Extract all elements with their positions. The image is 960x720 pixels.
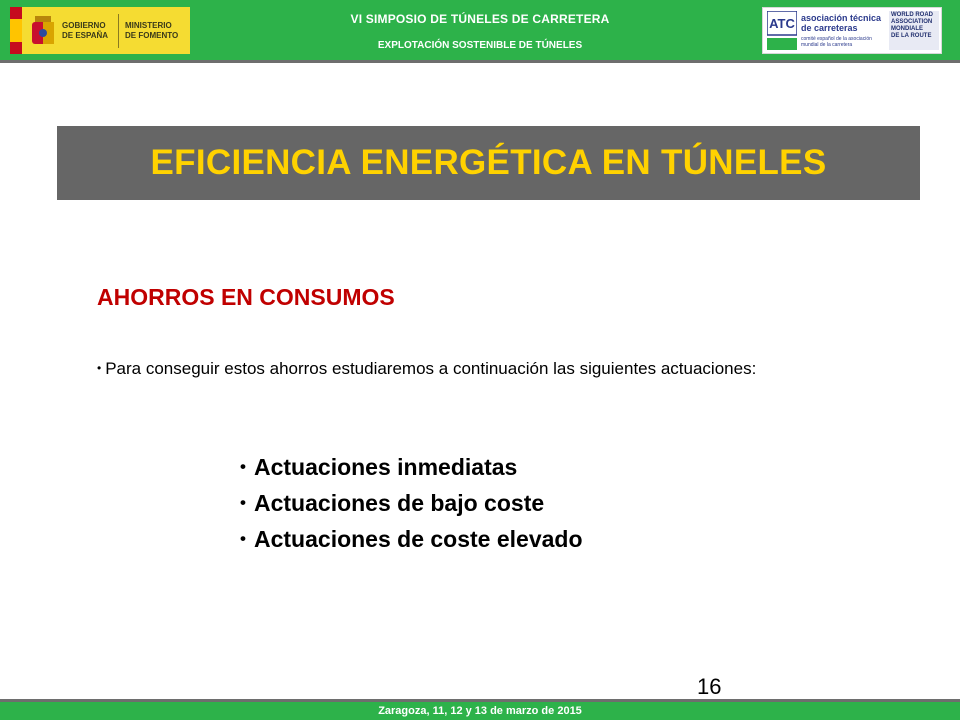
actions-list <box>240 449 583 557</box>
coat-of-arms-icon <box>30 14 56 48</box>
atc-wra-logo <box>762 7 942 54</box>
atc-name: asociación técnica de carreteras <box>801 13 882 33</box>
atc-tagline: comité español de la asociación mundial de la carretera <box>801 36 872 48</box>
ministerio-label: MINISTERIO DE FOMENTO <box>125 20 179 40</box>
atc-mark-text: ATC <box>769 16 795 31</box>
logo-divider <box>118 14 119 48</box>
atc-logo-icon <box>767 11 797 50</box>
symposium-title: VI SIMPOSIO DE TÚNELES DE CARRETERA <box>350 12 610 26</box>
gobierno-label: GOBIERNO DE ESPAÑA <box>62 20 109 40</box>
symposium-subtitle: EXPLOTACIÓN SOSTENIBLE DE TÚNELES <box>377 40 583 51</box>
list-item: • Actuaciones inmediatas <box>240 449 583 485</box>
intro-text: Para conseguir estos ahorros estudiaremos a continuación las siguientes actuaciones: <box>105 359 757 378</box>
header-band <box>0 0 960 60</box>
header-rule <box>0 60 960 63</box>
bullet-icon: • <box>97 361 102 375</box>
intro-paragraph <box>97 353 884 384</box>
page-number: 16 <box>697 674 722 699</box>
spain-flag-icon <box>10 7 22 54</box>
list-item: • Actuaciones de coste elevado <box>240 521 583 557</box>
footer-band <box>0 702 960 720</box>
slide-title: EFICIENCIA ENERGÉTICA EN TÚNELES <box>150 143 827 182</box>
section-heading: AHORROS EN CONSUMOS <box>97 284 395 310</box>
wra-logo-text: WORLD ROAD ASSOCIATION MONDIALE DE LA ROUTE <box>891 12 933 39</box>
list-item: • Actuaciones de bajo coste <box>240 485 583 521</box>
footer-text: Zaragoza, 11, 12 y 13 de marzo de 2015 <box>378 705 582 717</box>
gobierno-espana-logo <box>10 7 190 54</box>
slide-title-bar <box>57 126 920 200</box>
